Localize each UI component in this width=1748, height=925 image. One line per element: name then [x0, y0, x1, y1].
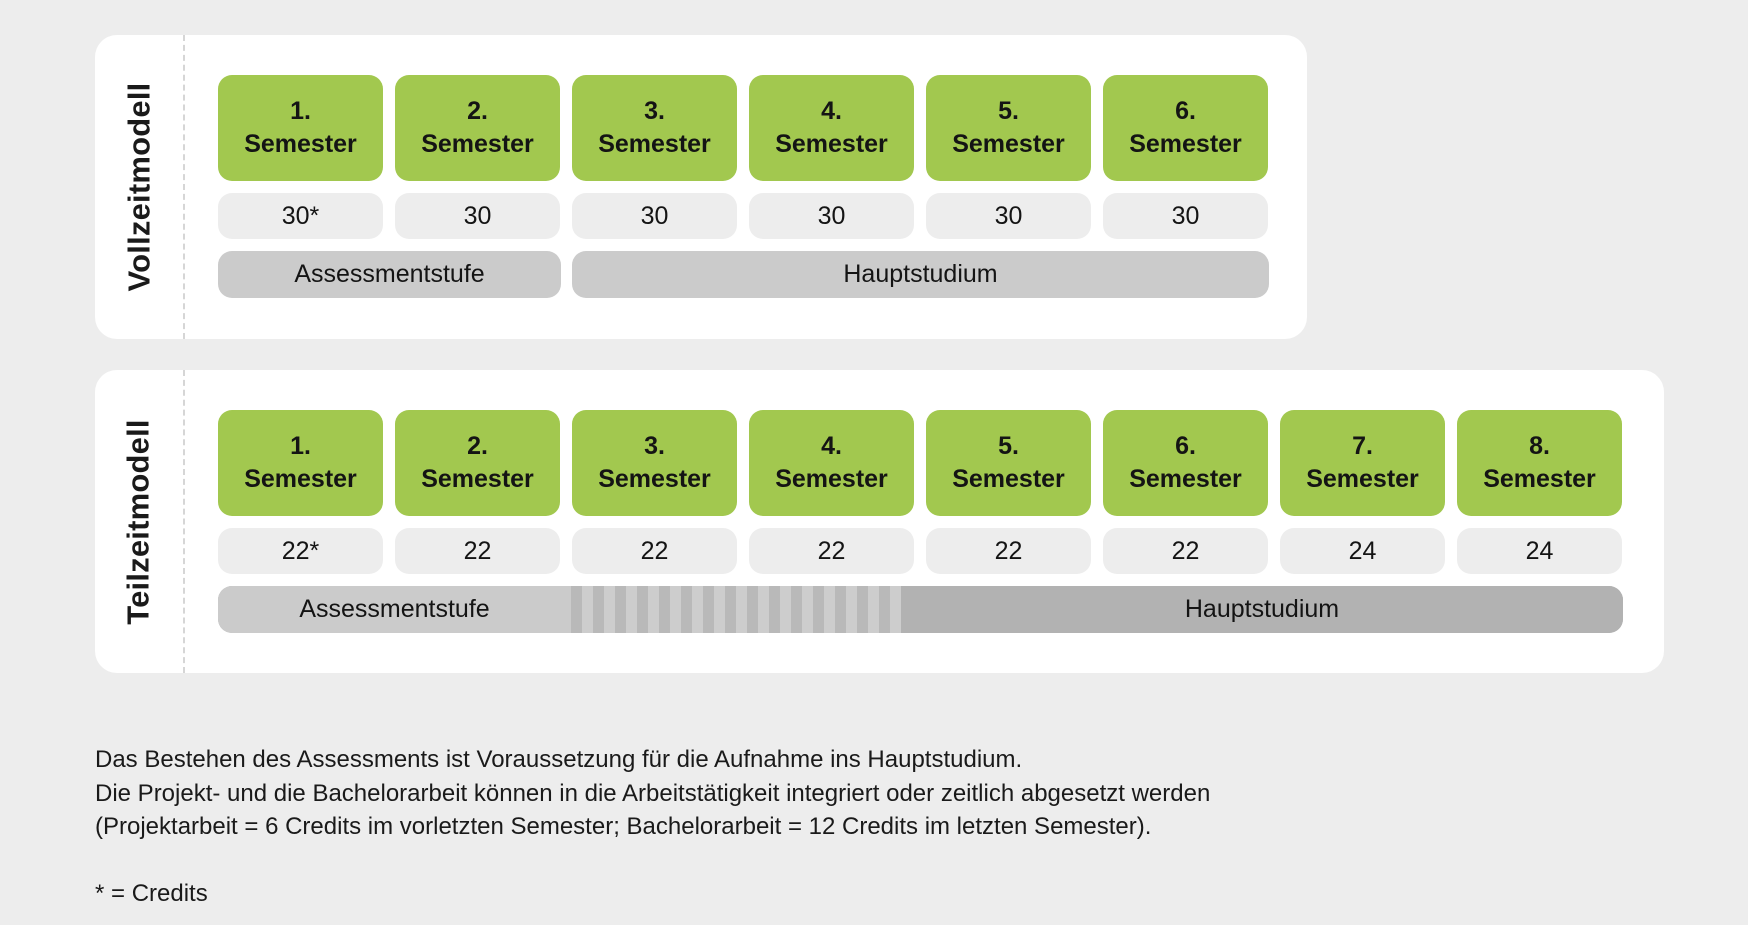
teilzeitmodell-label: Teilzeitmodell [121, 418, 157, 625]
vollzeit-main-label: Hauptstudium [843, 260, 998, 288]
teilzeit-dashed-divider [183, 370, 185, 673]
semester-number: 2. [467, 432, 488, 460]
semester-word: Semester [1129, 130, 1242, 158]
vollzeit-credits-3: 30 [572, 193, 737, 239]
semester-number: 8. [1529, 432, 1550, 460]
semester-number: 1. [290, 432, 311, 460]
teilzeit-semester-6 [1103, 410, 1268, 516]
semester-word: Semester [775, 130, 888, 158]
semester-number: 6. [1175, 97, 1196, 125]
vollzeitmodell-label: Vollzeitmodell [121, 82, 157, 292]
vollzeit-dashed-divider [183, 35, 185, 339]
teilzeit-assessment-phase [218, 586, 571, 633]
vollzeit-semester-6 [1103, 75, 1268, 181]
semester-word: Semester [244, 130, 357, 158]
semester-word: Semester [598, 130, 711, 158]
teilzeit-credits-8: 24 [1457, 528, 1622, 574]
vollzeit-credits-6: 30 [1103, 193, 1268, 239]
note-line-2: Die Projekt- und die Bachelorarbeit können in die Arbeitstätigkeit integriert oder zeitlich abgesetzt werden [95, 779, 1211, 807]
semester-number: 2. [467, 97, 488, 125]
vollzeitmodell-panel [95, 35, 1307, 339]
vollzeit-semester-4 [749, 75, 914, 181]
teilzeit-credits-4: 22 [749, 528, 914, 574]
teilzeit-credits-7: 24 [1280, 528, 1445, 574]
vollzeit-assessment-label: Assessmentstufe [294, 260, 485, 288]
teilzeit-semester-7 [1280, 410, 1445, 516]
teilzeit-transition-stripes [571, 586, 901, 633]
teilzeit-semester-4 [749, 410, 914, 516]
semester-word: Semester [1306, 465, 1419, 493]
semester-word: Semester [775, 465, 888, 493]
teilzeit-semester-1 [218, 410, 383, 516]
teilzeit-credits-6: 22 [1103, 528, 1268, 574]
semester-number: 5. [998, 432, 1019, 460]
teilzeit-semester-8 [1457, 410, 1622, 516]
semester-word: Semester [244, 465, 357, 493]
vollzeit-semester-3 [572, 75, 737, 181]
semester-number: 4. [821, 97, 842, 125]
notes-section [95, 743, 1210, 910]
vollzeitmodell-label-container [95, 35, 183, 339]
vollzeit-credits-4: 30 [749, 193, 914, 239]
teilzeit-assessment-label: Assessmentstufe [299, 595, 490, 623]
vollzeit-main-phase [572, 251, 1269, 298]
semester-number: 4. [821, 432, 842, 460]
vollzeit-credits-2: 30 [395, 193, 560, 239]
teilzeit-credits-3: 22 [572, 528, 737, 574]
semester-word: Semester [421, 130, 534, 158]
vollzeit-semester-2 [395, 75, 560, 181]
teilzeit-phase-bar [218, 586, 1623, 633]
credits-legend: * = Credits [95, 879, 208, 907]
note-line-3: (Projektarbeit = 6 Credits im vorletzten Semester; Bachelorarbeit = 12 Credits im letzten Semester). [95, 813, 1152, 840]
teilzeit-credits-2: 22 [395, 528, 560, 574]
teilzeit-semester-2 [395, 410, 560, 516]
teilzeit-main-label: Hauptstudium [1184, 595, 1340, 623]
semester-number: 7. [1352, 432, 1373, 460]
vollzeit-semester-1 [218, 75, 383, 181]
semester-number: 3. [644, 432, 665, 460]
semester-word: Semester [598, 465, 711, 493]
teilzeit-main-phase [901, 586, 1623, 633]
semester-word: Semester [1129, 465, 1242, 493]
note-line-1: Das Bestehen des Assessments ist Voraussetzung für die Aufnahme ins Hauptstudium. [95, 746, 1023, 773]
semester-number: 1. [290, 97, 311, 125]
semester-word: Semester [952, 465, 1065, 493]
semester-word: Semester [1483, 465, 1596, 493]
vollzeit-assessment-phase [218, 251, 561, 298]
vollzeit-credits-5: 30 [926, 193, 1091, 239]
semester-number: 6. [1175, 432, 1196, 460]
vollzeit-credits-1: 30* [218, 193, 383, 239]
teilzeitmodell-panel [95, 370, 1664, 673]
teilzeit-semester-5 [926, 410, 1091, 516]
semester-word: Semester [421, 465, 534, 493]
teilzeit-semester-3 [572, 410, 737, 516]
teilzeit-credits-1: 22* [218, 528, 383, 574]
teilzeit-credits-5: 22 [926, 528, 1091, 574]
teilzeitmodell-label-container [95, 370, 183, 673]
semester-word: Semester [952, 130, 1065, 158]
semester-number: 3. [644, 97, 665, 125]
semester-number: 5. [998, 97, 1019, 125]
vollzeit-semester-5 [926, 75, 1091, 181]
